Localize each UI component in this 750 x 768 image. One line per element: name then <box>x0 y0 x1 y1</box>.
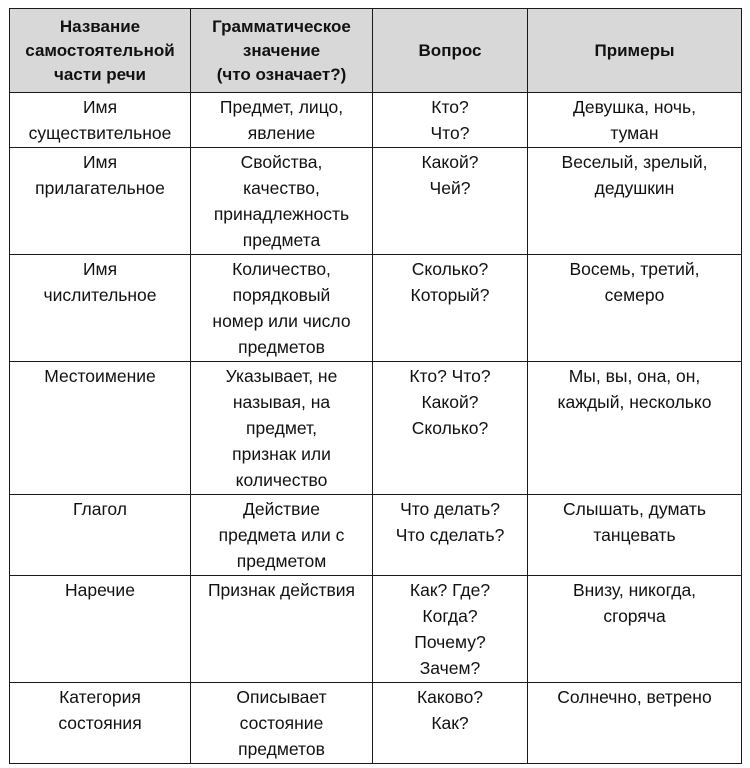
cell-text-line: признак или <box>232 444 331 464</box>
cell-examples <box>528 255 742 362</box>
cell-text-line: числительное <box>43 285 157 305</box>
cell-text-line: Веселый, зрелый, <box>561 152 708 172</box>
cell-part-of-speech <box>10 362 191 495</box>
cell-meaning <box>191 362 373 495</box>
cell-examples <box>528 576 742 683</box>
cell-text-line: Свойства, <box>240 152 323 172</box>
cell-meaning <box>191 495 373 576</box>
cell-text-line: Внизу, никогда, <box>572 580 697 600</box>
cell-text-line: Какой? <box>421 392 479 412</box>
table-row <box>10 255 742 362</box>
cell-text-line: Глагол <box>73 499 127 519</box>
cell-question <box>373 362 528 495</box>
cell-text-line: Вопрос <box>418 40 482 60</box>
cell-text-line: Имя <box>82 152 118 172</box>
table-row <box>10 576 742 683</box>
cell-text-line: Какой? <box>421 152 479 172</box>
cell-text-line: значение <box>242 40 321 60</box>
cell-question <box>373 148 528 255</box>
cell-meaning <box>191 683 373 764</box>
cell-question <box>373 495 528 576</box>
table-row <box>10 148 742 255</box>
header-cell-question <box>373 9 528 93</box>
cell-text-line: Признак действия <box>207 580 356 600</box>
cell-text-line: существительное <box>28 123 172 143</box>
cell-text-line: Кто? Что? <box>409 366 491 386</box>
table-row <box>10 362 742 495</box>
cell-text-line: каждый, несколько <box>557 392 712 412</box>
cell-text-line: Мы, вы, она, он, <box>568 366 701 386</box>
cell-text-line: называя, на <box>232 392 331 412</box>
cell-text-line: номер или число <box>212 311 351 331</box>
cell-text-line: Как? Где? <box>409 580 491 600</box>
header-cell-grammatical-meaning <box>191 9 373 93</box>
parts-of-speech-table <box>9 8 742 764</box>
cell-text-line: Примеры <box>594 40 675 60</box>
cell-text-line: дедушкин <box>594 178 675 198</box>
cell-text-line: сгоряча <box>603 606 666 626</box>
cell-examples <box>528 495 742 576</box>
cell-question <box>373 576 528 683</box>
table-row <box>10 495 742 576</box>
cell-text-line: Чей? <box>429 178 471 198</box>
cell-text-line: предметов <box>238 337 325 357</box>
cell-meaning <box>191 93 373 148</box>
cell-part-of-speech <box>10 495 191 576</box>
cell-text-line: Восемь, третий, <box>569 259 700 279</box>
cell-text-line: Описывает <box>236 687 327 707</box>
cell-part-of-speech <box>10 93 191 148</box>
table-header-row <box>10 9 742 93</box>
cell-question <box>373 683 528 764</box>
cell-text-line: Предмет, лицо, <box>219 97 344 117</box>
cell-text-line: Грамматическое <box>212 16 351 36</box>
cell-text-line: качество, <box>243 178 320 198</box>
cell-text-line: предметов <box>238 739 325 759</box>
cell-text-line: Как? <box>431 713 469 733</box>
cell-text-line: принадлежность <box>213 204 350 224</box>
cell-text-line: предмет, <box>246 418 317 438</box>
cell-text-line: явление <box>247 123 316 143</box>
cell-question <box>373 93 528 148</box>
cell-text-line: Местоимение <box>44 366 156 386</box>
header-cell-part-of-speech <box>10 9 191 93</box>
cell-text-line: состояния <box>58 713 142 733</box>
cell-text-line: части речи <box>53 64 146 84</box>
cell-text-line: состояние <box>239 713 324 733</box>
cell-text-line: Название <box>59 16 141 36</box>
cell-part-of-speech <box>10 683 191 764</box>
cell-part-of-speech <box>10 576 191 683</box>
cell-examples <box>528 148 742 255</box>
cell-text-line: Который? <box>410 285 490 305</box>
cell-text-line: Имя <box>82 259 118 279</box>
cell-text-line: Указывает, не <box>225 366 338 386</box>
cell-text-line: порядковый <box>232 285 331 305</box>
cell-text-line: семеро <box>604 285 665 305</box>
cell-examples <box>528 683 742 764</box>
cell-text-line: Действие <box>243 499 320 519</box>
cell-meaning <box>191 576 373 683</box>
header-cell-examples <box>528 9 742 93</box>
cell-text-line: Категория <box>59 687 141 707</box>
cell-text-line: Когда? <box>422 606 478 626</box>
cell-text-line: Слышать, думать <box>563 499 706 519</box>
cell-text-line: предмета или с <box>218 525 345 545</box>
cell-text-line: прилагательное <box>35 178 165 198</box>
cell-text-line: Что сделать? <box>395 525 505 545</box>
cell-examples <box>528 93 742 148</box>
cell-text-line: Девушка, ночь, <box>573 97 696 117</box>
cell-text-line: предмета <box>242 230 321 250</box>
cell-text-line: Кто? <box>431 97 469 117</box>
cell-text-line: Сколько? <box>411 259 489 279</box>
table-row <box>10 683 742 764</box>
cell-text-line: Солнечно, ветрено <box>557 687 712 707</box>
cell-text-line: Что делать? <box>400 499 500 519</box>
cell-text-line: туман <box>610 123 659 143</box>
cell-text-line: Сколько? <box>411 418 489 438</box>
cell-text-line: предметом <box>236 551 327 571</box>
parts-of-speech-table-wrapper <box>9 8 742 764</box>
cell-part-of-speech <box>10 255 191 362</box>
cell-meaning <box>191 255 373 362</box>
cell-meaning <box>191 148 373 255</box>
table-row <box>10 93 742 148</box>
cell-part-of-speech <box>10 148 191 255</box>
cell-text-line: (что означает?) <box>216 64 347 84</box>
cell-text-line: Что? <box>430 123 470 143</box>
cell-examples <box>528 362 742 495</box>
cell-text-line: танцевать <box>593 525 676 545</box>
cell-text-line: Количество, <box>232 259 331 279</box>
cell-text-line: Зачем? <box>419 658 481 678</box>
cell-text-line: Каково? <box>416 687 484 707</box>
cell-text-line: количество <box>235 470 328 490</box>
cell-text-line: Наречие <box>65 580 135 600</box>
cell-text-line: Почему? <box>414 632 486 652</box>
cell-question <box>373 255 528 362</box>
cell-text-line: Имя <box>82 97 118 117</box>
cell-text-line: самостоятельной <box>25 40 175 60</box>
